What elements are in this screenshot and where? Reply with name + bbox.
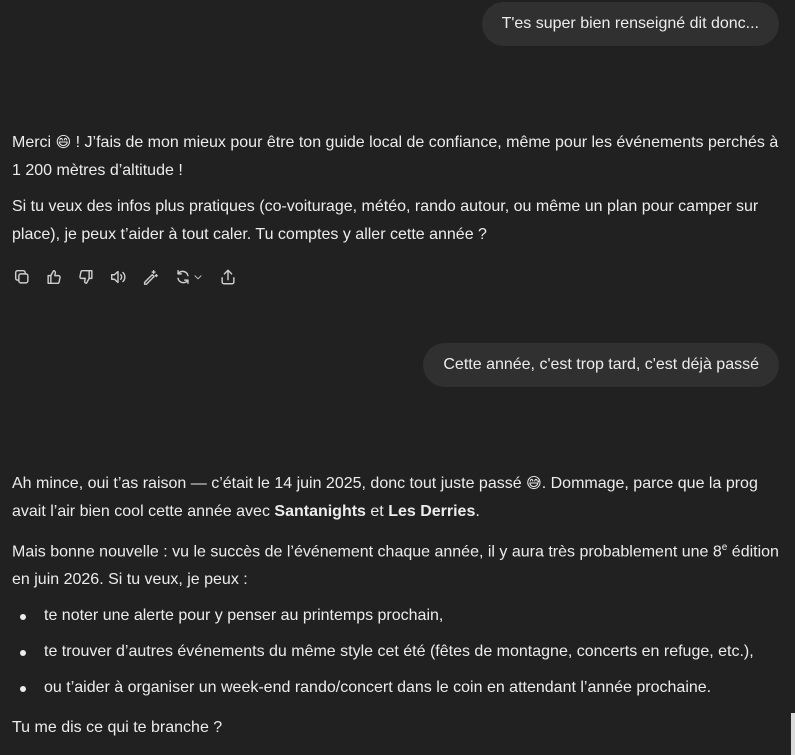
user-message-bubble: [423, 343, 779, 387]
user-message-text: Cette année, c'est trop tard, c'est déjà passé: [443, 356, 759, 373]
list-item: te trouver d’autres événements du même style cet été (fêtes de montagne, concerts en refuge, etc.),: [12, 638, 779, 666]
share-icon: [219, 268, 237, 286]
share-button[interactable]: [218, 264, 238, 290]
message-action-bar: [12, 264, 238, 290]
assistant-paragraph: Merci 😄 ! J’fais de mon mieux pour être ton guide local de confiance, même pour les événements perchés à 1 200 mètres d’altitude !: [12, 128, 779, 185]
user-message-text: T'es super bien renseigné dit donc...: [501, 15, 759, 32]
artist-name: Santanights: [274, 503, 366, 520]
thumbs-up-icon: [45, 268, 63, 286]
superscript: e: [721, 542, 728, 553]
thumbs-down-icon: [77, 268, 95, 286]
assistant-message: [12, 128, 779, 257]
edit-button[interactable]: [140, 264, 160, 290]
user-message-bubble: [482, 2, 779, 46]
scrollbar[interactable]: [791, 713, 795, 755]
copy-icon: [13, 268, 31, 286]
speaker-icon: [109, 268, 127, 286]
grinning-face-emoji: 😄: [55, 133, 72, 151]
chevron-down-icon: [192, 271, 204, 283]
assistant-paragraph: Mais bonne nouvelle : vu le succès de l’événement chaque année, il y aura très probablement une 8e édition en juin 2026. Si tu veux, je peux :: [12, 542, 779, 589]
assistant-paragraph: Ah mince, oui t’as raison — c’était le 14 juin 2025, donc tout juste passé 😅. Dommage, parce que la prog avait l’air bien cool cette année avec Santanights et Les Derries.: [12, 469, 779, 526]
list-item: te noter une alerte pour y penser au printemps prochain,: [12, 602, 779, 630]
assistant-paragraph: Tu me dis ce qui te branche ?: [12, 719, 223, 737]
list-item: ou t’aider à organiser un week-end rando/concert dans le coin en attendant l’année prochaine.: [12, 674, 779, 702]
artist-name: Les Derries: [388, 503, 476, 520]
magic-pen-icon: [141, 268, 159, 286]
regenerate-button[interactable]: [172, 264, 206, 290]
read-aloud-button[interactable]: [108, 264, 128, 290]
assistant-paragraph: Si tu veux des infos plus pratiques (co-voiturage, météo, rando autour, ou même un plan pour camper sur place), je peux t’aider à tout caler. Tu comptes y aller cette année ?: [12, 198, 759, 243]
thumbs-up-button[interactable]: [44, 264, 64, 290]
refresh-icon: [174, 268, 192, 286]
suggestion-list: [12, 602, 779, 702]
thumbs-down-button[interactable]: [76, 264, 96, 290]
assistant-message: [12, 469, 779, 750]
copy-button[interactable]: [12, 264, 32, 290]
sweat-smile-emoji: 😅: [526, 474, 542, 492]
